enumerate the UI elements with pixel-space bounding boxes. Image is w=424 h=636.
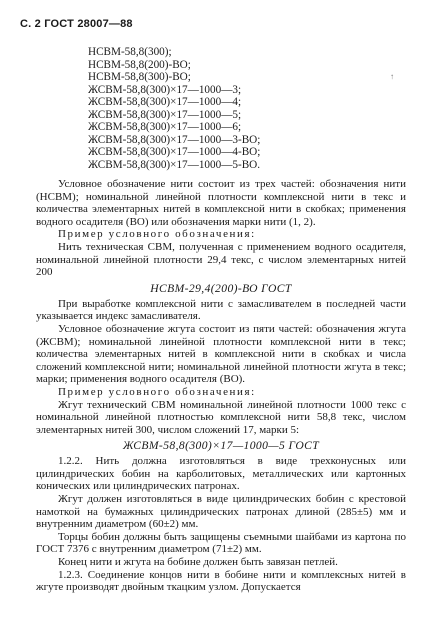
paragraph-tow-designation: Условное обозначение жгута состоит из пяти частей: обозначения жгута (ЖСВМ); номинальной линейной плотности комплексной нити в текс; количества элементарных нитей в комплексной нити в скобках и числа сложений комплексной нити; номинальной линейной плотности жгута в текс; марки; применения водного осадителя (ВО). bbox=[36, 322, 406, 386]
example-tow-code: ЖСВМ-58,8(300)×17—1000—5 ГОСТ bbox=[122, 439, 320, 453]
code-line: НСВМ-58,8(300)-ВО; bbox=[88, 71, 191, 83]
paragraph-example-tow: Жгут технический СВМ номинальной линейной плотности 1000 текс с номинальной линейной плотностью комплексной нити 58,8 текс, числом элементарных нитей 300, числом сложений 17, марки 5: bbox=[36, 398, 406, 436]
page-header: С. 2 ГОСТ 28007—88 bbox=[20, 18, 133, 30]
paragraph-lubricant: При выработке комплексной нити с замасливателем в последней части указывается индекс замасливателя. bbox=[36, 297, 406, 323]
code-line: ЖСВМ-58,8(300)×17—1000—6; bbox=[88, 121, 242, 133]
example-heading: Пример условного обозначения: bbox=[58, 228, 256, 241]
paragraph-bobbin-ends: Торцы бобин должны быть защищены съемными шайбами из картона по ГОСТ 7376 с внутренним диаметром (71±2) мм. bbox=[36, 530, 406, 556]
code-line: ЖСВМ-58,8(300)×17—1000—3; bbox=[88, 83, 242, 96]
paragraph-1-2-3: 1.2.3. Соединение концов нити в бобине нити и комплексных нитей в жгуте производят двойным ткацким узлом. Допускается bbox=[36, 568, 406, 594]
paragraph-thread-end: Конец нити и жгута на бобине должен быть завязан петлей. bbox=[58, 556, 338, 569]
code-line: ЖСВМ-58,8(300)×17—1000—4; bbox=[88, 96, 242, 108]
paragraph-tow-bobbins: Жгут должен изготовляться в виде цилиндрических бобин с крестовой намоткой на бумажных цилиндрических патронах длиной (285±5) мм и внутренним диаметром (60±2) мм. bbox=[36, 493, 406, 531]
code-line: ЖСВМ-58,8(300)×17—1000—5; bbox=[88, 108, 242, 121]
code-line: ЖСВМ-58,8(300)×17—1000—5-ВО. bbox=[88, 158, 261, 171]
code-line: ЖСВМ-58,8(300)×17—1000—4-ВО; bbox=[88, 146, 261, 158]
stray-mark: ↑ bbox=[390, 72, 394, 81]
code-line: ЖСВМ-58,8(300)×17—1000—3-ВО; bbox=[88, 133, 261, 146]
example-heading: Пример условного обозначения: bbox=[58, 385, 256, 398]
paragraph-example-thread: Нить техническая СВМ, полученная с применением водного осадителя, номинальной линейной плотности 29,4 текс, с числом элементарных нитей 200 bbox=[36, 240, 406, 279]
paragraph-thread-designation: Условное обозначение нити состоит из трех частей: обозначения нити (НСВМ); номинальной линейной плотности комплексной нити в текс и количества элементарных нитей в комплексной нити в скобках; применения водного осадителя (ВО) или обозначения марки нити (1, 2). bbox=[36, 178, 406, 228]
example-thread-code: НСВМ-29,4(200)-ВО ГОСТ bbox=[150, 281, 292, 295]
code-line: НСВМ-58,8(200)-ВО; bbox=[88, 58, 191, 71]
paragraph-1-2-2: 1.2.2. Нить должна изготовляться в виде трехконусных или цилиндрических бобин на карболитовых, металлических или картонных конических или цилиндрических патронах. bbox=[36, 455, 406, 493]
code-line: НСВМ-58,8(300); bbox=[88, 46, 172, 58]
code-list bbox=[88, 46, 388, 171]
body-text bbox=[36, 178, 406, 594]
